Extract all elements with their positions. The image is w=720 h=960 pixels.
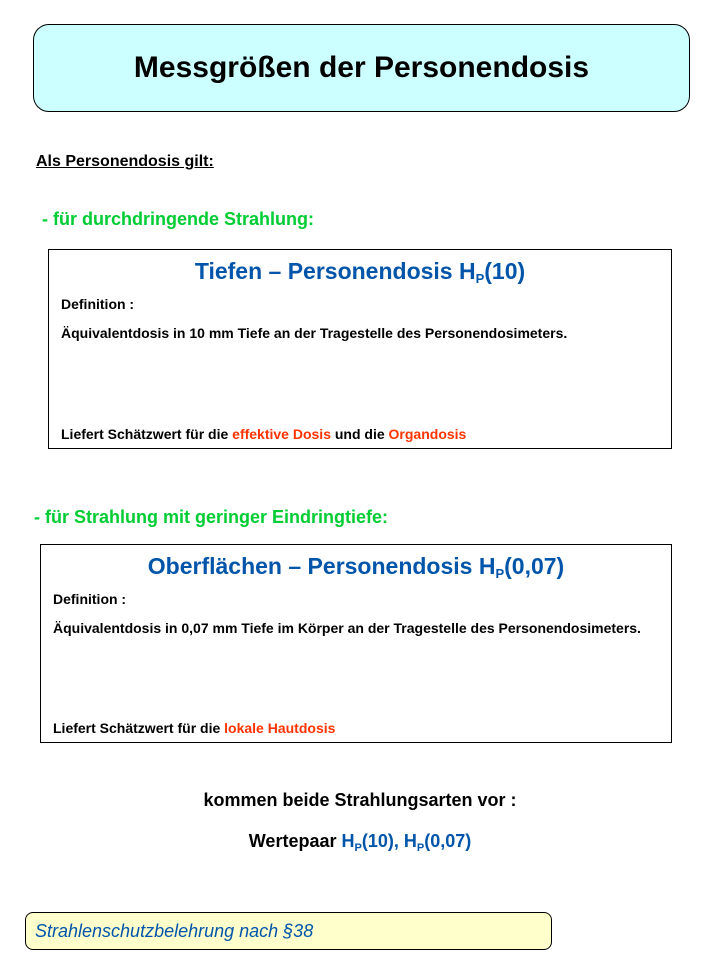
estimate-note: Liefert Schätzwert für die lokale Hautdosis [53, 720, 336, 736]
hp007-symbol: $H_P(0,07)$ [403, 831, 472, 854]
estimate-note: Liefert Schätzwert für die effektive Dosis und die Organdosis [61, 426, 467, 442]
depth-dose-title: Tiefen – Personendosis $H_P(10)$ [194, 258, 526, 286]
definition-label: Definition : [61, 296, 135, 312]
combined-line: kommen beide Strahlungsarten vor : [203, 790, 517, 810]
title-banner [33, 24, 690, 112]
definition-label: Definition : [53, 591, 127, 607]
definition-text: Äquivalentdosis in 0,07 mm Tiefe im Körper an der Tragestelle des Personendosimeters. [53, 620, 641, 636]
effective-dose-highlight: effektive Dosis [232, 426, 331, 442]
intro-label: Als Personendosis gilt: [36, 153, 214, 170]
section1-heading: - für durchdringende Strahlung: [42, 209, 314, 229]
hp10-symbol: $H_P(10)$ [341, 831, 394, 854]
surface-dose-box [40, 544, 672, 743]
section2-heading: - für Strahlung mit geringer Eindringtiefe: [34, 507, 389, 527]
definition-text: Äquivalentdosis in 10 mm Tiefe an der Tragestelle des Personendosimeters. [61, 325, 568, 341]
footer-banner: Strahlenschutzbelehrung nach §38 [25, 912, 552, 950]
organ-dose-highlight: Organdosis [388, 426, 467, 442]
page-title: Messgrößen der Personendosis [133, 51, 590, 84]
depth-dose-box [48, 249, 672, 449]
value-pair-line: Wertepaar $H_P(10)$, $H_P(0,07)$ [248, 831, 472, 854]
surface-dose-title: Oberflächen – Personendosis $H_P(0,07)$ [147, 553, 565, 581]
skin-dose-highlight: lokale Hautdosis [224, 720, 336, 736]
